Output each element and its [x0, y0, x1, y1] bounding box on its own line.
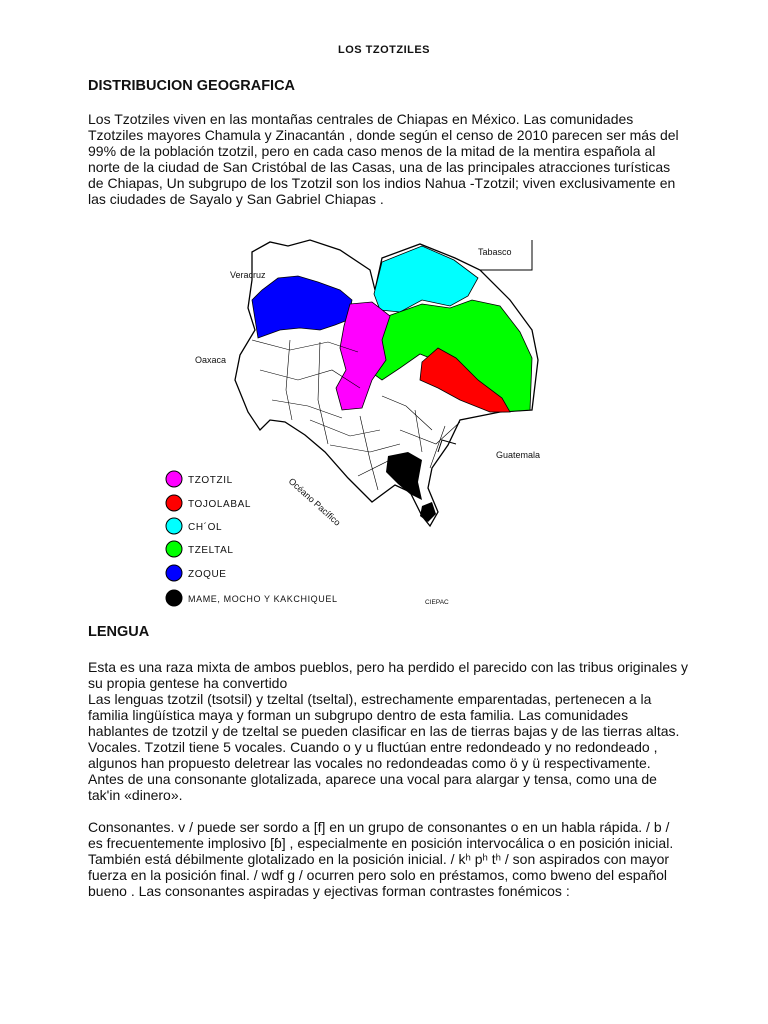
- section-heading-distribucion: DISTRIBUCION GEOGRAFICA: [88, 78, 296, 94]
- label-source: CIEPAC: [425, 599, 449, 606]
- chiapas-map: [160, 230, 580, 620]
- map-legend: [166, 471, 338, 606]
- legend-label-tojolabal: TOJOLABAL: [188, 499, 252, 510]
- paragraph-lengua-4: Antes de una consonante glotalizada, aparece una vocal para alargar y tensa, como una de tak'in «dinero».: [88, 771, 657, 803]
- legend-swatch-zoque: [166, 565, 182, 581]
- legend-label-tzotzil: TZOTZIL: [188, 475, 233, 486]
- page-title: LOS TZOTZILES: [337, 44, 431, 56]
- legend-label-tzeltal: TZELTAL: [188, 545, 234, 556]
- label-veracruz: Veracruz: [230, 270, 266, 280]
- legend-swatch-mame: [166, 590, 182, 606]
- paragraph-distribucion: Los Tzotziles viven en las montañas centrales de Chiapas en México. Las comunidades Tzotziles mayores Chamula y Zinacantán , donde según el censo de 2010 parecen ser más del 99% de la población tzotzil, pero en cada caso menos de la mitad de la mentira española al norte de la ciudad de San Cristóbal de las Casas, una de las principales atracciones turísticas de Chiapas, Un subgrupo de los Tzotzil son los indios Nahua -Tzotzil; viven exclusivamente en las ciudades de Sayalo y San Gabriel Chiapas .: [88, 111, 679, 207]
- paragraph-lengua-1: Esta es una raza mixta de ambos pueblos, pero ha perdido el parecido con las tribus originales y su propia gentese ha convertido: [88, 659, 689, 691]
- mame-region: [386, 452, 422, 500]
- section-heading-lengua: LENGUA: [88, 624, 150, 640]
- paragraph-lengua-3: Vocales. Tzotzil tiene 5 vocales. Cuando o y u fluctúan entre redondeado y no redondeado , algunos han propuesto deletrear las vocales no redondeadas como ö y ü respectivamente.: [88, 739, 658, 771]
- label-tabasco: Tabasco: [478, 247, 512, 257]
- legend-swatch-tojolabal: [166, 495, 182, 511]
- paragraph-lengua-2: Las lenguas tzotzil (tsotsil) y tzeltal (tseltal), estrechamente emparentadas, pertenecen a la familia lingüística maya y forman un subgrupo dentro de esta familia. Las comunidades hablantes de tzotzil y de tzeltal se pueden clasificar en las de tierras bajas y de las tierras altas.: [88, 691, 680, 739]
- label-oaxaca: Oaxaca: [195, 355, 227, 365]
- paragraph-lengua-5: Consonantes. v / puede ser sordo a [f] en un grupo de consonantes o en un habla rápida. / b / es frecuentemente implosivo [ɓ] , especialmente en posición intervocálica o en posición inicial. También está débilmente glotalizado en la posición inicial. / kʰ pʰ tʰ / son aspirados con mayor fuerza en la posición final. / wdf g / ocurren pero solo en préstamos, como bweno del español bueno . Las consonantes aspiradas y ejectivas forman contrastes fonémicos :: [88, 819, 674, 899]
- lengua-text: [88, 659, 688, 899]
- legend-label-mame: MAME, MOCHO Y KAKCHIQUEL: [188, 594, 338, 604]
- legend-swatch-tzeltal: [166, 541, 182, 557]
- legend-label-zoque: ZOQUE: [188, 569, 227, 580]
- label-oceano-pacifico: Océano Pacífico: [286, 476, 343, 528]
- legend-label-chol: CH´OL: [188, 522, 223, 533]
- legend-swatch-chol: [166, 518, 182, 534]
- label-guatemala: Guatemala: [496, 450, 541, 460]
- legend-swatch-tzotzil: [166, 471, 182, 487]
